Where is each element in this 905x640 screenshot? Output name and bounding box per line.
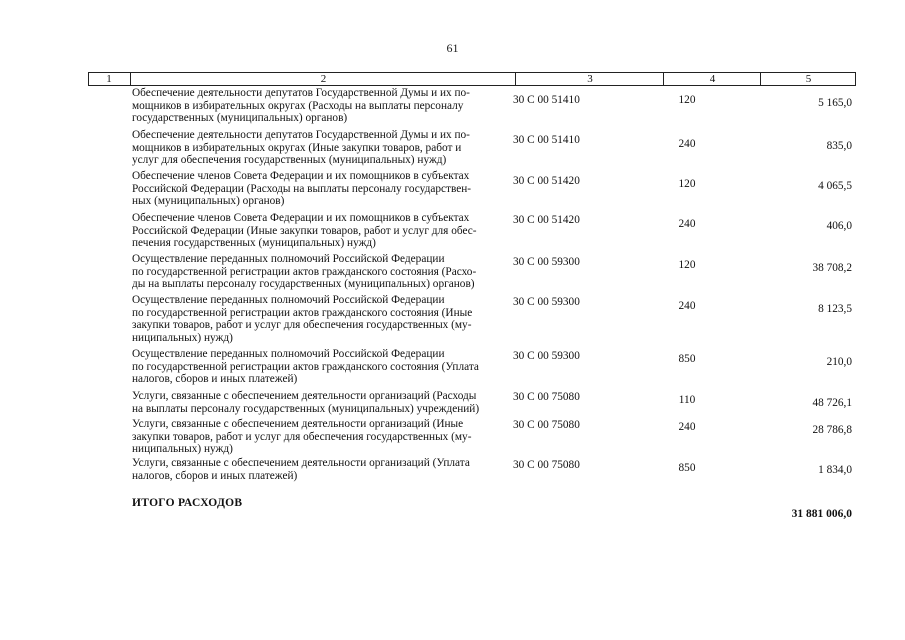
row-code: 30 С 00 59300 — [513, 350, 580, 362]
row-description: Обеспечение деятельности депутатов Государственной Думы и их по- мощников в избирательных округах (Расходы на выплаты персоналу государственных (муниципальных) органов) — [132, 87, 470, 125]
row-type: 240 — [678, 300, 696, 312]
page-number: 61 — [446, 41, 459, 55]
column-header-2: 2 — [130, 73, 516, 85]
row-type: 110 — [678, 394, 696, 406]
row-description: Обеспечение членов Совета Федерации и их помощников в субъектах Российской Федерации (Расходы на выплаты персоналу государствен- ных (муниципальных) органов) — [132, 170, 472, 208]
row-code: 30 С 00 59300 — [513, 256, 580, 268]
row-code: 30 С 00 51410 — [513, 94, 580, 106]
row-description: Услуги, связанные с обеспечением деятельности организаций (Расходы на выплаты персоналу государственных (муниципальных) учреждений) — [132, 390, 480, 415]
column-header-5: 5 — [760, 73, 856, 85]
total-amount: 31 881 006,0 — [791, 508, 852, 520]
row-type: 240 — [678, 218, 696, 230]
column-header-3: 3 — [515, 73, 664, 85]
row-type: 120 — [678, 178, 696, 190]
row-code: 30 С 00 75080 — [513, 419, 580, 431]
row-amount: 1 834,0 — [818, 464, 852, 476]
row-type: 850 — [678, 462, 696, 474]
row-code: 30 С 00 59300 — [513, 296, 580, 308]
row-type: 240 — [678, 421, 696, 433]
column-header-1: 1 — [106, 73, 112, 85]
row-code: 30 С 00 51420 — [513, 175, 580, 187]
column-header-4: 4 — [663, 73, 761, 85]
row-amount: 8 123,5 — [818, 303, 852, 315]
row-amount: 406,0 — [826, 220, 852, 232]
row-description: Осуществление переданных полномочий Российской Федерации по государственной регистрации актов гражданского состояния (Иные закупки товаров, работ и услуг для обеспечения государственных (му- ниципальных) нужд) — [132, 294, 473, 344]
row-type: 120 — [678, 259, 696, 271]
row-description: Услуги, связанные с обеспечением деятельности организаций (Иные закупки товаров, работ и услуг для обеспечения государственных (му- ниципальных) нужд) — [132, 418, 472, 456]
row-description: Обеспечение членов Совета Федерации и их помощников в субъектах Российской Федерации (Иные закупки товаров, работ и услуг для обес- печения государственных (муниципальных) нужд) — [132, 212, 477, 250]
row-amount: 835,0 — [826, 140, 852, 152]
row-amount: 5 165,0 — [818, 97, 852, 109]
row-type: 850 — [678, 353, 696, 365]
row-type: 120 — [678, 94, 696, 106]
row-amount: 48 726,1 — [812, 397, 852, 409]
row-code: 30 С 00 75080 — [513, 391, 580, 403]
row-amount: 38 708,2 — [812, 262, 852, 274]
total-label: ИТОГО РАСХОДОВ — [132, 497, 243, 509]
row-description: Обеспечение деятельности депутатов Государственной Думы и их по- мощников в избирательных округах (Иные закупки товаров, работ и услуг для обеспечения государственных (муниципальных) нужд) — [132, 129, 470, 167]
row-description: Осуществление переданных полномочий Российской Федерации по государственной регистрации актов гражданского состояния (Расхо- ды на выплаты персоналу государственных (муниципальных) органов) — [132, 253, 477, 291]
row-amount: 4 065,5 — [818, 180, 852, 192]
row-type: 240 — [678, 138, 696, 150]
row-code: 30 С 00 51420 — [513, 214, 580, 226]
row-amount: 28 786,8 — [812, 424, 852, 436]
row-description: Услуги, связанные с обеспечением деятельности организаций (Уплата налогов, сборов и иных платежей) — [132, 457, 470, 482]
row-description: Осуществление переданных полномочий Российской Федерации по государственной регистрации актов гражданского состояния (Уплата налогов, сборов и иных платежей) — [132, 348, 479, 386]
table-header-row — [88, 72, 856, 86]
row-code: 30 С 00 51410 — [513, 134, 580, 146]
row-code: 30 С 00 75080 — [513, 459, 580, 471]
row-amount: 210,0 — [826, 356, 852, 368]
